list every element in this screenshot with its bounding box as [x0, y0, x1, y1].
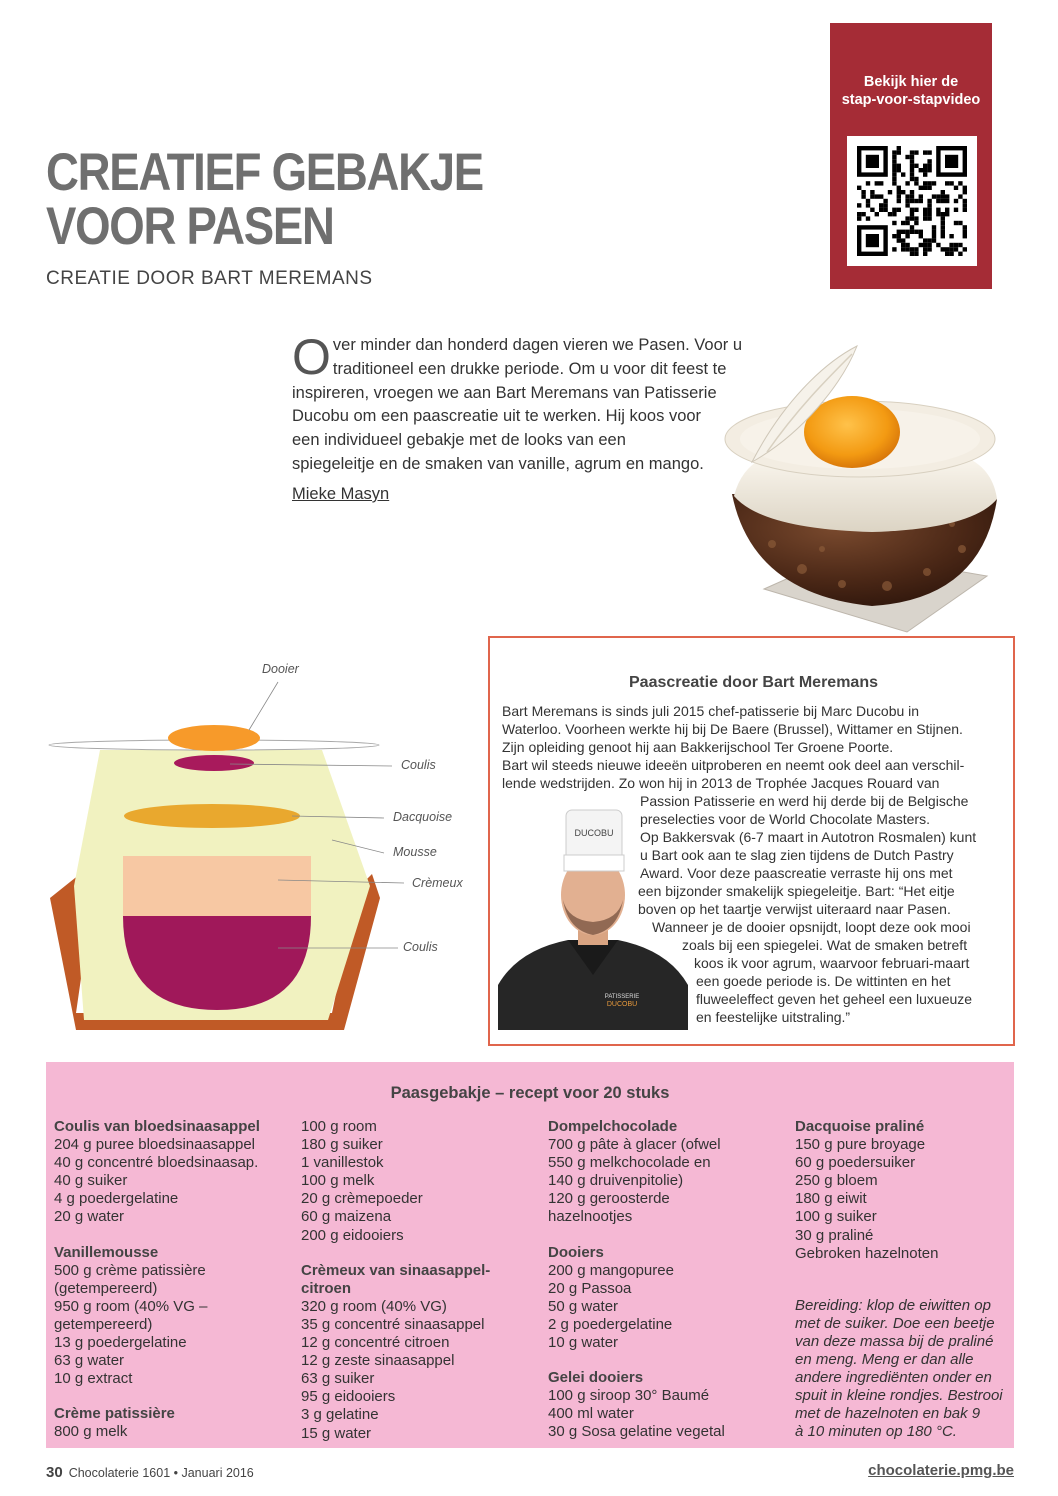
page-number: 30 — [46, 1464, 63, 1481]
ingredient: 50 g water — [548, 1297, 619, 1315]
magazine-issue: Chocolaterie 1601 • Januari 2016 — [68, 1466, 254, 1480]
ingredient: getempereerd) — [54, 1315, 153, 1333]
method-line: van deze massa bij de praliné — [795, 1332, 994, 1350]
ingredient: 20 g Passoa — [548, 1279, 632, 1297]
recipe-heading: citroen — [301, 1279, 352, 1297]
intro-line: een individueel gebakje met de looks van een — [292, 431, 626, 450]
bio-line: boven op het taartje verwijst uiteraard naar Pasen. — [638, 901, 951, 917]
bio-line: Op Bakkersvak (6-7 maart in Autotron Rosmalen) kunt — [640, 829, 977, 845]
ingredient: 15 g water — [301, 1424, 372, 1442]
label-cremeux: Crèmeux — [412, 876, 463, 890]
method-line: en meng. Meng er dan alle — [795, 1351, 974, 1369]
bio-line: Award. Voor deze paascreatie verraste hij ons met — [640, 865, 953, 881]
recipe-panel — [46, 1062, 1014, 1448]
method-line: spuit in kleine rondjes. Bestrooi — [795, 1387, 1003, 1405]
ingredient: 20 g water — [54, 1208, 125, 1226]
ingredient: 60 g maizena — [301, 1208, 392, 1226]
recipe-column-4 — [795, 1118, 1003, 1442]
ingredient: 20 g crèmepoeder — [301, 1190, 423, 1208]
intro-line: traditioneel een drukke periode. Om u voor dit feest te — [332, 359, 727, 378]
label-dooier: Dooier — [262, 662, 299, 676]
recipe-heading: Dompelchocolade — [548, 1118, 678, 1135]
ingredient: 400 ml water — [548, 1405, 634, 1423]
hat-logo-text: DUCOBU — [574, 828, 614, 838]
ingredient: 30 g Sosa gelatine vegetal — [548, 1423, 725, 1441]
ingredient: 30 g praliné — [795, 1226, 874, 1244]
ingredient: 320 g room (40% VG) — [301, 1297, 447, 1315]
chef-bio-box — [488, 636, 1015, 1046]
recipe-column-1 — [54, 1118, 260, 1442]
method-line: met de suiker. Doe een beetje — [795, 1314, 995, 1332]
ingredient: 100 g room — [301, 1118, 377, 1135]
ingredient: 700 g pâte à glacer (ofwel — [548, 1136, 721, 1154]
label-coulis-top: Coulis — [401, 758, 436, 772]
method-line: met de hazelnoten en bak 9 — [795, 1405, 981, 1423]
ingredient: Gebroken hazelnoten — [795, 1244, 939, 1262]
ingredient: (getempereerd) — [54, 1279, 158, 1297]
ingredient: 140 g druivenpitolie) — [548, 1172, 684, 1190]
ingredient: 500 g crème patissière — [54, 1261, 206, 1279]
intro-line: Ducobu om een paascreatie uit te werken. Hij koos voor — [292, 407, 702, 426]
bio-line: zoals bij een spiegelei. Wat de smaken betreft — [682, 937, 968, 953]
qr-caption-line1: Bekijk hier de — [863, 74, 959, 90]
bio-line: Wanneer je de dooier opsnijdt, loopt deze ook mooi — [652, 919, 971, 935]
dropcap: O — [292, 329, 331, 385]
ingredient: 200 g mangopuree — [548, 1261, 674, 1279]
bio-line: fluweeleffect geven het geheel een luxueuze — [696, 991, 973, 1007]
ingredient: 100 g suiker — [795, 1208, 877, 1226]
ingredient: 60 g poedersuiker — [795, 1154, 916, 1172]
recipe-heading: Crèmeux van sinaasappel- — [301, 1261, 491, 1279]
article-title — [46, 143, 483, 256]
ingredient: 40 g concentré bloedsinaasap. — [54, 1154, 259, 1172]
recipe-column-3 — [548, 1118, 725, 1442]
ingredient: 1 vanillestok — [301, 1154, 384, 1172]
ingredient: 10 g extract — [54, 1370, 133, 1388]
method-line: Bereiding: klop de eiwitten op — [795, 1296, 991, 1314]
author-link[interactable]: Mieke Masyn — [292, 485, 390, 503]
ingredient: 12 g zeste sinaasappel — [301, 1352, 455, 1370]
ingredient: 100 g siroop 30° Baumé — [548, 1387, 710, 1405]
ingredient: 4 g poedergelatine — [54, 1190, 179, 1208]
title-line2: VOOR PASEN — [46, 197, 334, 256]
ingredient: 35 g concentré sinaasappel — [301, 1315, 485, 1333]
bio-line: lende wedstrijden. Zo won hij in 2013 de Trophée Jacques Rouard van — [502, 775, 940, 791]
ingredient: 13 g poedergelatine — [54, 1334, 187, 1352]
bio-line: een goede periode is. De wittinten en het — [696, 973, 951, 989]
ingredient: 120 g geroosterde — [548, 1190, 670, 1208]
recipe-heading: Coulis van bloedsinaasappel — [54, 1118, 260, 1135]
bio-title: Paascreatie door Bart Meremans — [629, 674, 878, 691]
ingredient: 95 g eidooiers — [301, 1388, 396, 1406]
article-subtitle: CREATIE DOOR BART MEREMANS — [46, 268, 373, 289]
cake-cross-section-diagram — [46, 658, 486, 1038]
bio-line: Waterloo. Voorheen werkte hij bij De Baere (Brussel), Wittamer en Stijnen. — [502, 721, 963, 737]
ingredient: hazelnootjes — [548, 1208, 633, 1226]
ingredient: 3 g gelatine — [301, 1406, 379, 1424]
ingredient: 950 g room (40% VG – — [54, 1297, 208, 1315]
ingredient: 63 g water — [54, 1352, 125, 1370]
bio-line: Zijn opleiding genoot hij aan Bakkerijschool Ter Groene Poorte. — [502, 739, 894, 755]
intro-paragraph — [292, 329, 772, 477]
ingredient: 250 g bloem — [795, 1172, 878, 1190]
ingredient: 180 g eiwit — [795, 1190, 867, 1208]
label-coulis-bottom: Coulis — [403, 940, 438, 954]
label-dacquoise: Dacquoise — [393, 810, 453, 824]
bio-line: preselecties voor de World Chocolate Masters. — [640, 811, 930, 827]
bio-line: Passion Patisserie en werd hij derde bij de Belgische — [640, 793, 969, 809]
intro-line: inspireren, vroegen we aan Bart Meremans van Patisserie — [292, 383, 717, 402]
recipe-title: Paasgebakje – recept voor 20 stuks — [390, 1084, 670, 1102]
method-line: andere ingrediënten onder en — [795, 1369, 992, 1387]
recipe-heading: Gelei dooiers — [548, 1369, 644, 1387]
qr-code-icon[interactable] — [847, 136, 977, 266]
bio-line: een bijzonder smakelijk spiegeleitje. Bart: “Het eitje — [638, 883, 955, 899]
recipe-heading: Dooiers — [548, 1243, 604, 1261]
bio-line: en feestelijke uitstraling.” — [696, 1009, 851, 1025]
ingredient: 10 g water — [548, 1334, 619, 1352]
ingredient: 180 g suiker — [301, 1136, 383, 1154]
title-line1: CREATIEF GEBAKJE — [46, 143, 483, 202]
video-qr-panel[interactable] — [830, 23, 992, 289]
bio-line: koos ik voor agrum, waarvoor februari-maart — [694, 955, 970, 971]
bio-line: Bart wil steeds nieuwe ideeën uitproberen en neemt ook deel aan verschil- — [502, 757, 965, 773]
chef-portrait — [498, 800, 688, 1030]
ingredient: 200 g eidooiers — [301, 1226, 404, 1244]
ingredient: 63 g suiker — [301, 1370, 375, 1388]
intro-line: spiegeleitje en de smaken van vanille, agrum en mango. — [292, 454, 704, 473]
bio-line: Bart Meremans is sinds juli 2015 chef-patisserie bij Marc Ducobu in — [502, 703, 920, 719]
jacket-text-2: DUCOBU — [606, 1001, 638, 1008]
qr-caption — [830, 73, 992, 109]
jacket-text-1: PATISSERIE — [604, 994, 640, 1000]
ingredient: 100 g melk — [301, 1172, 375, 1190]
page-footer-left — [46, 1464, 254, 1481]
ingredient: 2 g poedergelatine — [548, 1315, 673, 1333]
website-link[interactable]: chocolaterie.pmg.be — [868, 1462, 1014, 1479]
intro-line: ver minder dan honderd dagen vieren we Pasen. Voor u — [332, 336, 743, 354]
ingredient: 800 g melk — [54, 1423, 128, 1441]
qr-caption-line2: stap-voor-stapvideo — [841, 92, 981, 108]
recipe-column-2 — [301, 1118, 490, 1443]
ingredient: 12 g concentré citroen — [301, 1334, 450, 1352]
recipe-heading: Crème patissière — [54, 1405, 175, 1423]
bio-line: u Bart ook aan te slag zien tijdens de Dutch Pastry — [640, 847, 954, 863]
label-mousse: Mousse — [393, 845, 437, 859]
ingredient: 204 g puree bloedsinaasappel — [54, 1136, 255, 1154]
ingredient: 150 g pure broyage — [795, 1136, 926, 1154]
ingredient: 40 g suiker — [54, 1172, 128, 1190]
method-line: à 10 minuten op 180 °C. — [795, 1423, 957, 1441]
ingredient: 550 g melkchocolade en — [548, 1154, 711, 1172]
recipe-heading: Dacquoise praliné — [795, 1118, 925, 1135]
cake-photo — [712, 344, 1012, 634]
recipe-heading: Vanillemousse — [54, 1243, 159, 1261]
